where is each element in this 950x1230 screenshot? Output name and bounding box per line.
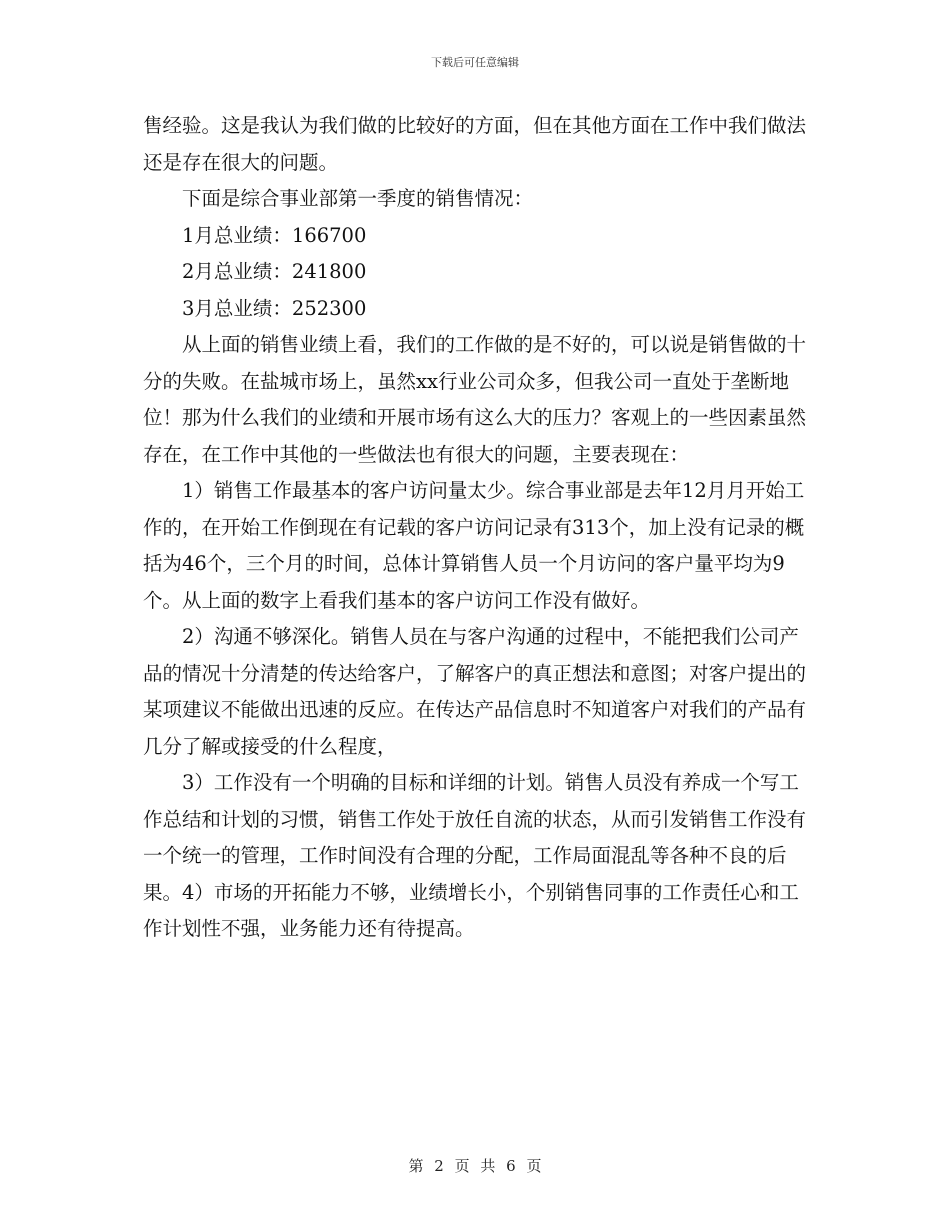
sales-line-mar: 3月总业绩：252300 [182,296,367,320]
sales-line-feb: 2月总业绩：241800 [182,260,367,283]
sales-line-jan: 1月总业绩：166700 [182,223,367,247]
paragraph: 3）工作没有一个明确的目标和详细的计划。销售人员没有养成一个写工作总结和计划的习惯，销售工作处于放任自流的状态，从而引发销售工作没有一个统一的管理，工作时间没有合理的分配，工作局面混乱等各种不良的后果。4）市场的开拓能力不够，业绩增长小，个别销售同事的工作责任心和工作计划性不强，业务能力还有待提高。 [143,771,807,940]
page-header: 下载后可任意编辑 [431,56,519,69]
paragraph: 下面是综合事业部第一季度的销售情况： [182,187,534,210]
document-body [143,108,808,948]
paragraph: 售经验。这是我认为我们做的比较好的方面，但在其他方面在工作中我们做法还是存在很大的问题。 [143,114,807,174]
paragraph: 2）沟通不够深化。销售人员在与客户沟通的过程中，不能把我们公司产品的情况十分清楚的传达给客户，了解客户的真正想法和意图；对客户提出的某项建议不能做出迅速的反应。在传达产品信息时不知道客户对我们的产品有几分了解或接受的什么程度， [143,625,807,758]
page-footer: 第 2 页 共 6 页 [408,1157,542,1175]
paragraph: 从上面的销售业绩上看，我们的工作做的是不好的，可以说是销售做的十分的失败。在盐城市场上，虽然xx行业公司众多，但我公司一直处于垄断地位！那为什么我们的业绩和开展市场有这么大的压力？客观上的一些因素虽然存在，在工作中其他的一些做法也有很大的问题，主要表现在： [143,333,807,466]
paragraph: 1）销售工作最基本的客户访问量太少。综合事业部是去年12月月开始工作的，在开始工作倒现在有记载的客户访问记录有313个，加上没有记录的概括为46个，三个月的时间，总体计算销售人员一个月访问的客户量平均为9个。从上面的数字上看我们基本的客户访问工作没有做好。 [143,479,805,612]
